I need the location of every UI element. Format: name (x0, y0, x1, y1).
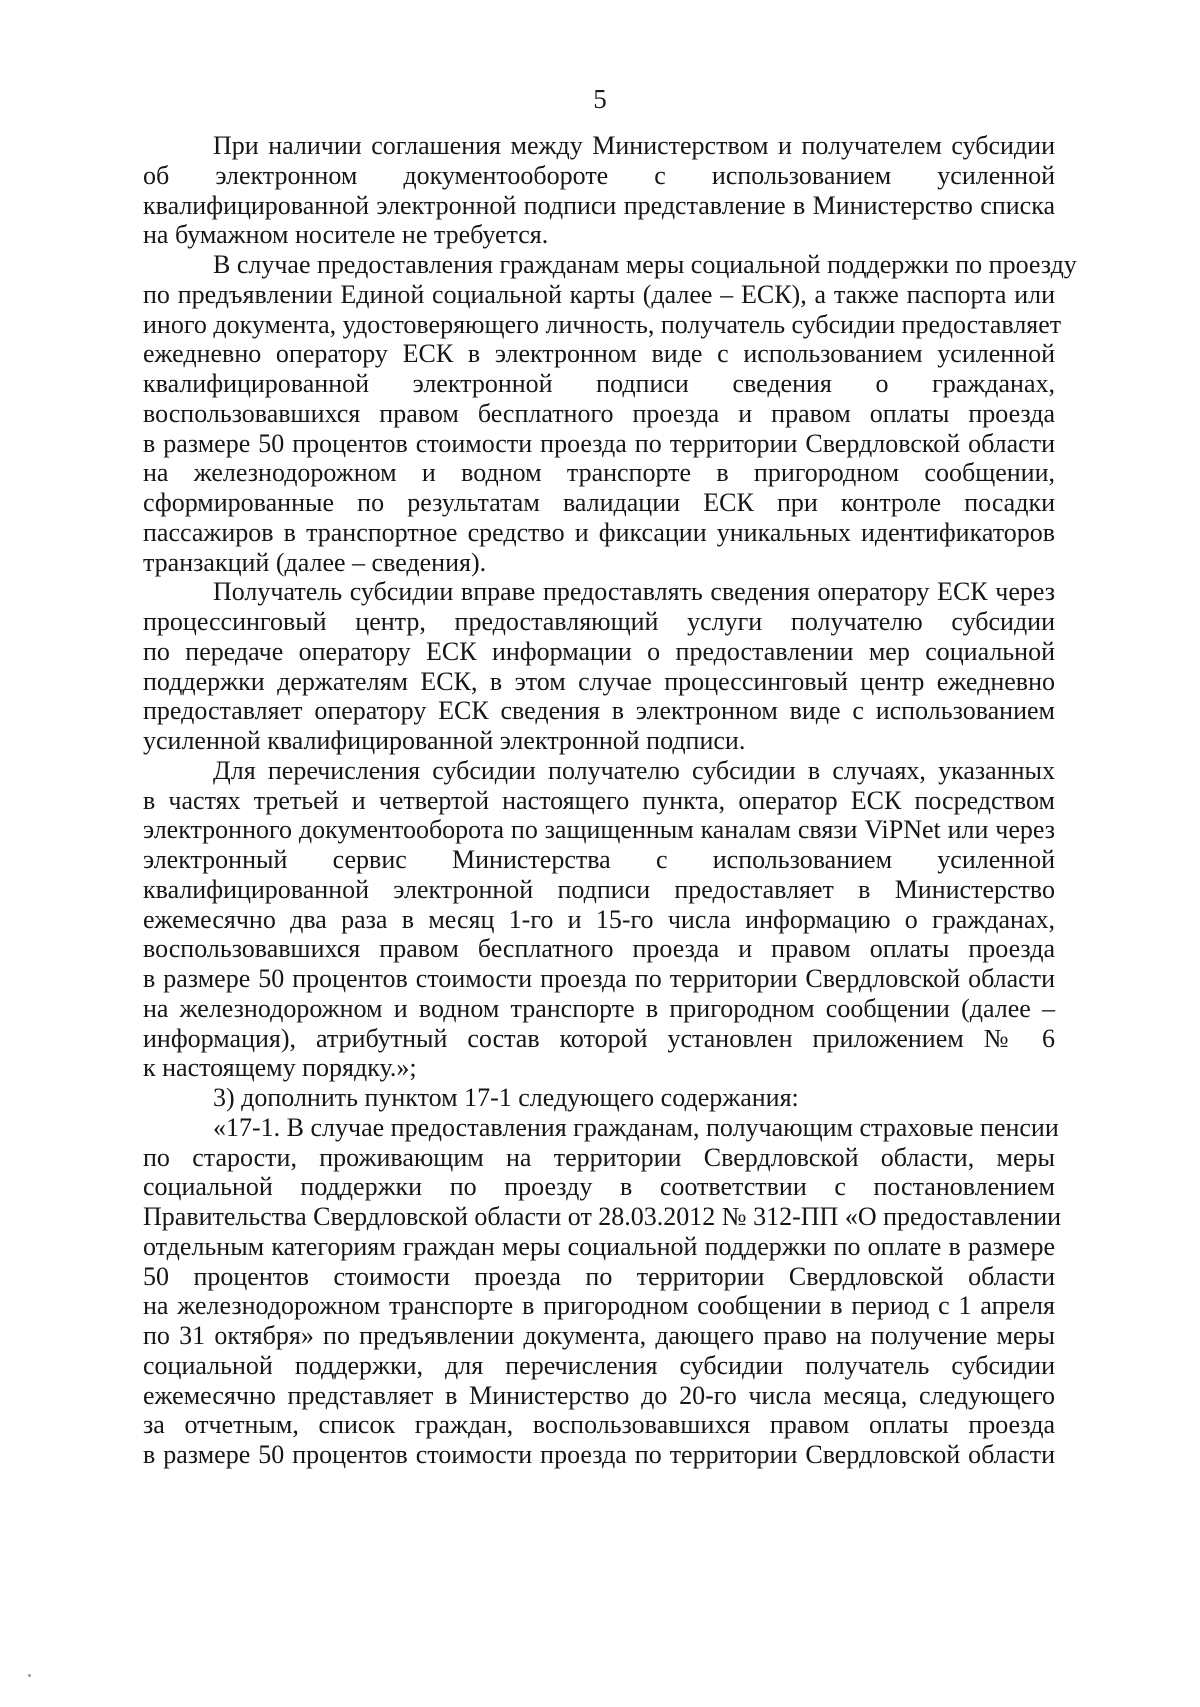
text-line: по предъявлении Единой социальной карты (далее – ЕСК), а также паспорта или (143, 279, 1055, 309)
text-line: При наличии соглашения между Министерством и получателем субсидии (213, 131, 1055, 160)
text-line: об электронном документообороте с использованием усиленной (143, 160, 1055, 190)
text-line: к настоящему порядку.»; (143, 1053, 417, 1083)
text-line: информация), атрибутный состав которой установлен приложением № 6 (143, 1023, 1055, 1053)
text-line: по старости, проживающим на территории Свердловской области, меры (143, 1142, 1055, 1172)
text-line: пассажиров в транспортное средство и фиксации уникальных идентификаторов (143, 517, 1055, 547)
text-line: иного документа, удостоверяющего личность, получатель субсидии предоставляет (143, 309, 1062, 339)
body-text (143, 131, 1077, 1470)
text-line: ежемесячно два раза в месяц 1-го и 15-го числа информацию о гражданах, (143, 904, 1055, 934)
text-line: 3) дополнить пунктом 17-1 следующего содержания: (213, 1083, 799, 1112)
text-line: отдельным категориям граждан меры социальной поддержки по оплате в размере (143, 1231, 1055, 1261)
text-line: транзакций (далее – сведения). (143, 547, 487, 577)
text-line: воспользовавшихся правом бесплатного проезда и правом оплаты проезда (143, 398, 1055, 428)
text-line: квалифицированной электронной подписи представление в Министерство списка (143, 190, 1055, 220)
text-line: предоставляет оператору ЕСК сведения в электронном виде с использованием (143, 696, 1055, 726)
text-line: по 31 октября» по предъявлении документа, дающего право на получение меры (143, 1321, 1055, 1350)
text-line: в размере 50 процентов стоимости проезда по территории Свердловской области (143, 1440, 1055, 1469)
scan-speck (28, 1674, 31, 1677)
text-line: на железнодорожном транспорте в пригородном сообщении в период с 1 апреля (143, 1291, 1055, 1321)
page-number: 5 (593, 84, 607, 114)
text-line: за отчетным, список граждан, воспользовавшихся правом оплаты проезда (143, 1410, 1055, 1440)
text-line: поддержки держателям ЕСК, в этом случае процессинговый центр ежедневно (143, 666, 1055, 696)
text-line: Для перечисления субсидии получателю субсидии в случаях, указанных (213, 755, 1055, 785)
text-line: процессинговый центр, предоставляющий услуги получателю субсидии (143, 607, 1055, 636)
text-line: 50 процентов стоимости проезда по территории Свердловской области (143, 1261, 1055, 1291)
text-line: квалифицированной электронной подписи предоставляет в Министерство (143, 874, 1055, 904)
text-line: квалифицированной электронной подписи сведения о гражданах, (143, 369, 1055, 398)
text-line: социальной поддержки по проезду в соответствии с постановлением (143, 1172, 1055, 1202)
text-line: на железнодорожном и водном транспорте в пригородном сообщении (далее – (143, 993, 1055, 1023)
text-line: усиленной квалифицированной электронной подписи. (143, 726, 746, 755)
text-line: В случае предоставления гражданам меры социальной поддержки по проезду (213, 250, 1077, 279)
text-line: по передаче оператору ЕСК информации о предоставлении мер социальной (143, 636, 1055, 666)
text-line: электронного документооборота по защищенным каналам связи ViPNet или через (143, 815, 1055, 845)
text-line: Получатель субсидии вправе предоставлять сведения оператору ЕСК через (213, 577, 1055, 607)
text-line: в размере 50 процентов стоимости проезда по территории Свердловской области (143, 428, 1055, 458)
text-line: на железнодорожном и водном транспорте в пригородном сообщении, (143, 458, 1055, 488)
text-line: социальной поддержки, для перечисления субсидии получатель субсидии (143, 1350, 1055, 1380)
text-line: сформированные по результатам валидации ЕСК при контроле посадки (143, 488, 1055, 517)
text-line: в частях третьей и четвертой настоящего пункта, оператор ЕСК посредством (143, 785, 1055, 815)
text-line: в размере 50 процентов стоимости проезда по территории Свердловской области (143, 964, 1055, 993)
text-line: на бумажном носителе не требуется. (143, 220, 549, 250)
text-line: «17-1. В случае предоставления гражданам, получающим страховые пенсии (213, 1112, 1059, 1142)
text-line: ежедневно оператору ЕСК в электронном виде с использованием усиленной (143, 339, 1055, 369)
text-line: ежемесячно представляет в Министерство до 20-го числа месяца, следующего (143, 1380, 1055, 1410)
text-line: Правительства Свердловской области от 28.03.2012 № 312-ПП «О предоставлении (143, 1202, 1062, 1231)
text-line: электронный сервис Министерства с использованием усиленной (143, 845, 1055, 874)
text-line: воспользовавшихся правом бесплатного проезда и правом оплаты проезда (143, 934, 1055, 964)
